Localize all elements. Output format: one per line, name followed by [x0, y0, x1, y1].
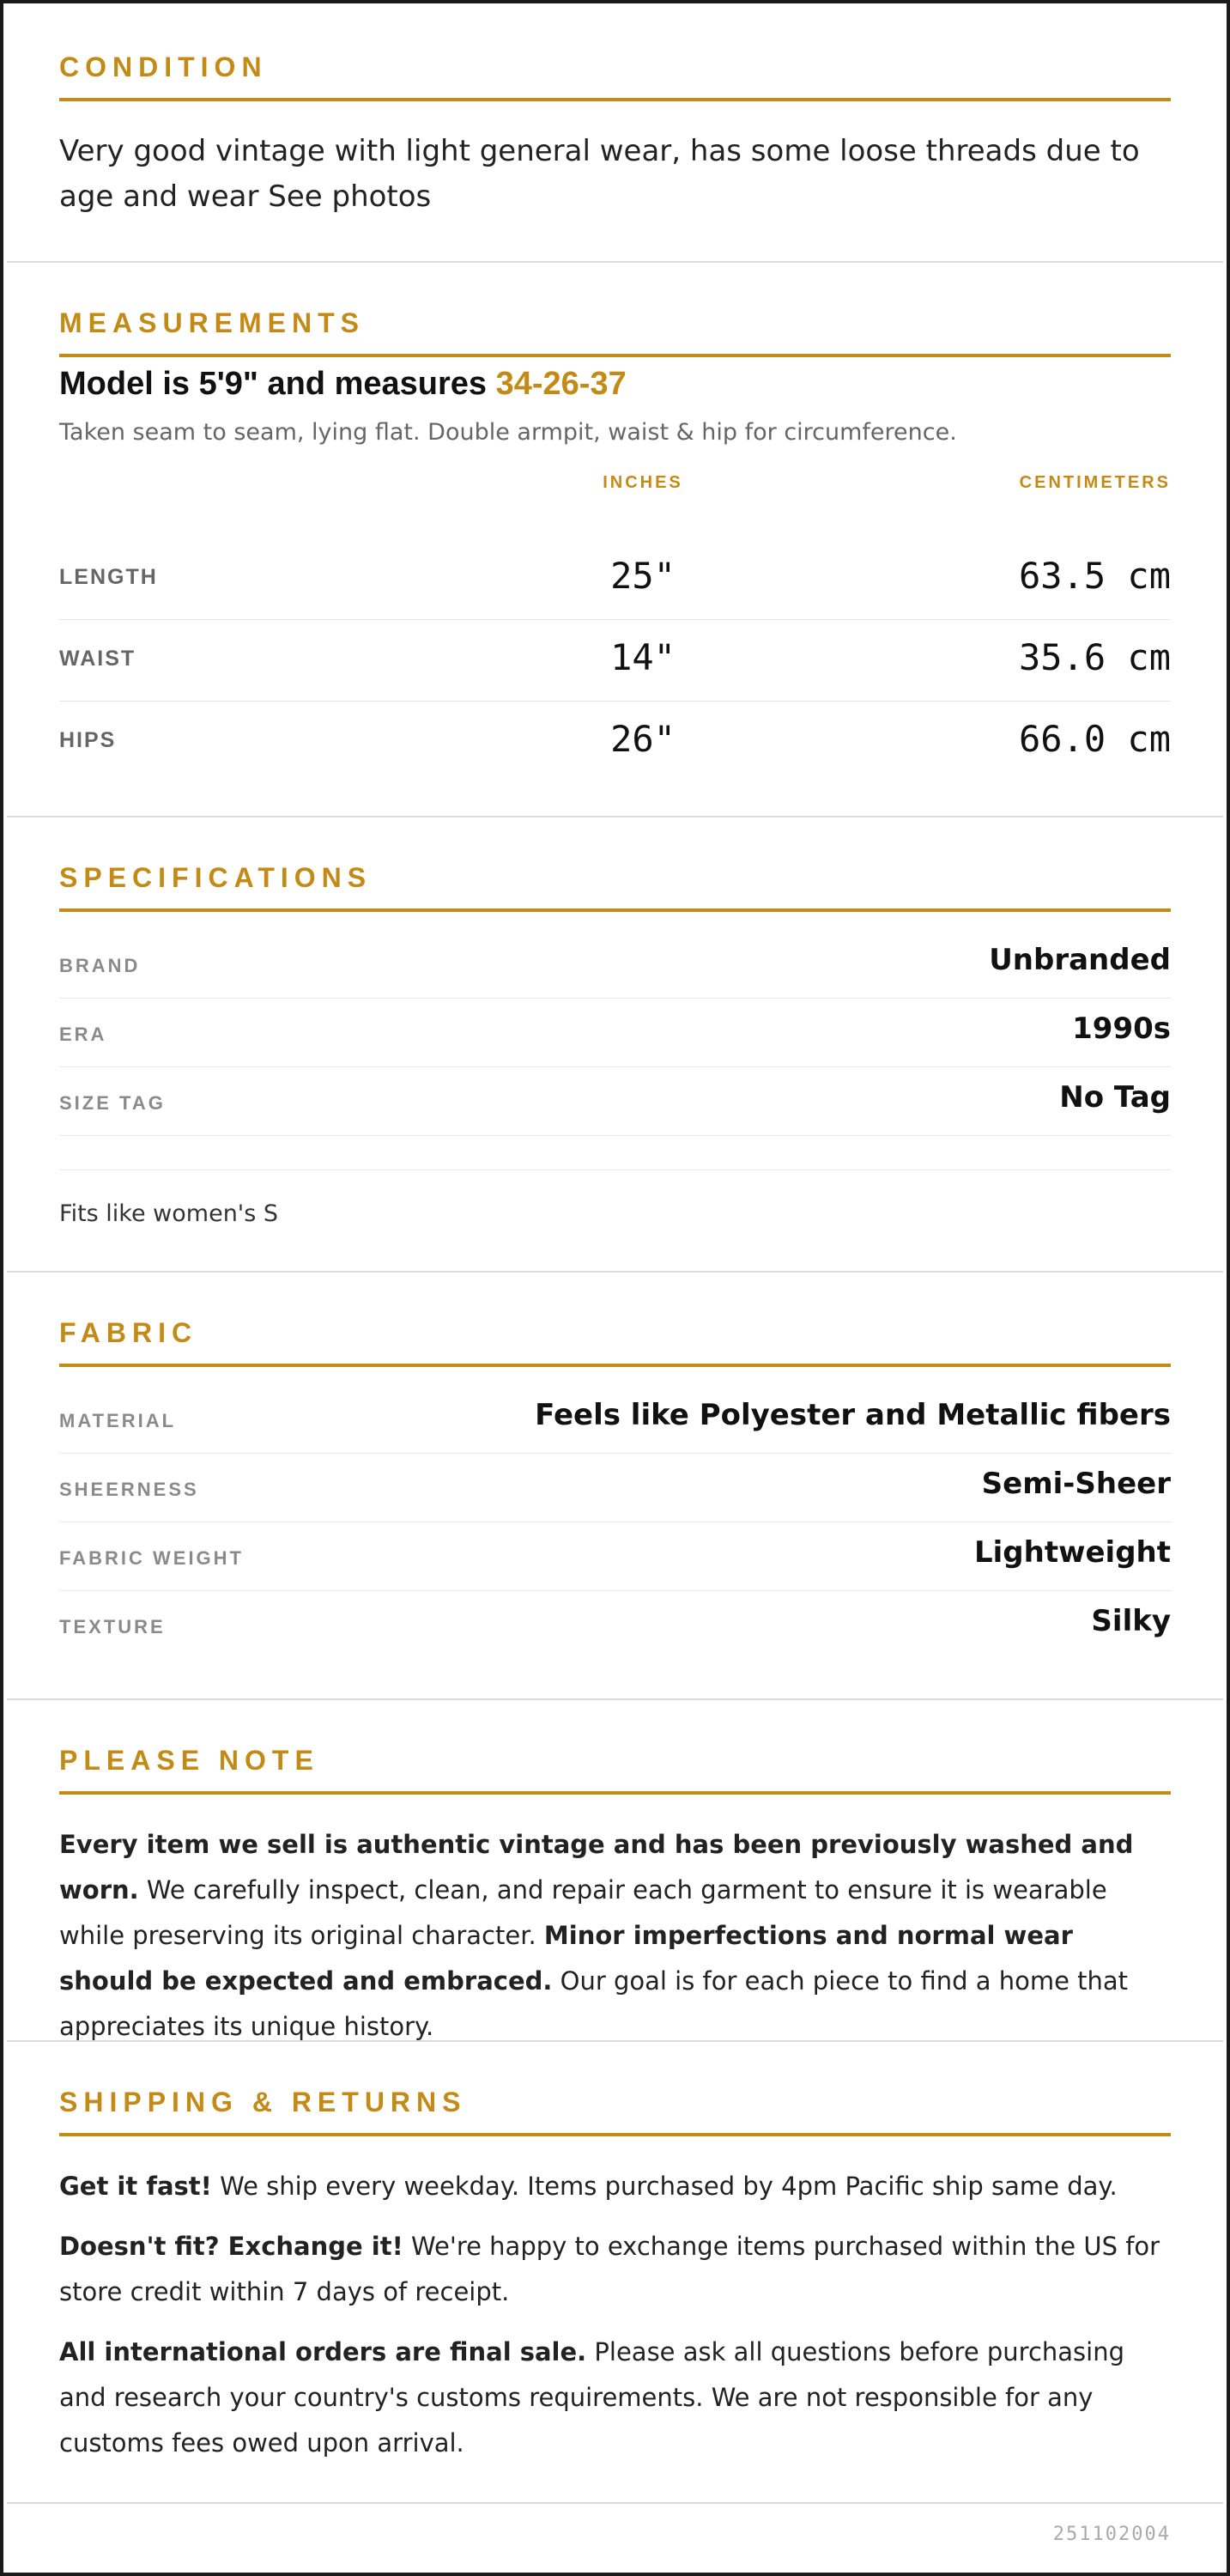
measurements-section: [7, 263, 1223, 817]
measurement-cm: 35.6 cm: [1018, 636, 1171, 678]
spec-value: 1990s: [1072, 1012, 1171, 1046]
note-bold-2: Minor imperfections and normal wear should be expected and embraced.: [59, 1921, 1073, 1996]
shipping-bold-2: Doesn't fit? Exchange it!: [59, 2232, 403, 2261]
spec-value: Unbranded: [989, 943, 1171, 977]
measurement-row-length: [59, 538, 1171, 620]
shipping-text-1: We ship every weekday. Items purchased by 4pm Pacific ship same day.: [211, 2172, 1118, 2201]
measurement-inches: 25": [610, 555, 676, 597]
please-note-text: [59, 1822, 1171, 2050]
measurement-cm: 66.0 cm: [1018, 718, 1171, 760]
measurement-inches: 26": [610, 718, 676, 760]
please-note-section: [7, 1700, 1223, 2042]
measurement-row-hips: [59, 701, 1171, 782]
measurement-label: HIPS: [59, 728, 117, 752]
spec-row-era: [59, 998, 1171, 1067]
model-measurements: 34-26-37: [495, 366, 627, 402]
fabric-label: SHEERNESS: [59, 1479, 199, 1500]
spec-row-brand: [59, 929, 1171, 999]
fabric-heading: FABRIC: [59, 1307, 1171, 1367]
measurement-label: WAIST: [59, 647, 136, 671]
spec-label: SIZE TAG: [59, 1092, 166, 1114]
fit-note: Fits like women's S: [59, 1200, 279, 1227]
fabric-row-material: [59, 1384, 1171, 1454]
please-note-heading: PLEASE NOTE: [59, 1735, 1171, 1795]
measurement-inches: 14": [610, 636, 676, 678]
fabric-label: FABRIC WEIGHT: [59, 1547, 244, 1569]
model-prefix: Model is 5'9" and measures: [59, 366, 496, 402]
shipping-paragraph-3: [59, 2330, 1171, 2466]
fabric-section: [7, 1273, 1223, 1700]
model-info: [59, 366, 627, 403]
fabric-value: Silky: [1091, 1604, 1171, 1638]
fabric-value: Semi-Sheer: [981, 1467, 1171, 1501]
shipping-section: [7, 2042, 1223, 2504]
measurement-row-waist: [59, 619, 1171, 702]
condition-section: [7, 3, 1223, 263]
measurement-label: LENGTH: [59, 565, 158, 589]
spec-value: No Tag: [1059, 1080, 1171, 1115]
shipping-bold-3: All international orders are final sale.: [59, 2337, 587, 2366]
fabric-label: MATERIAL: [59, 1410, 177, 1431]
spec-label: ERA: [59, 1024, 107, 1045]
note-text-2: Our goal is for each piece to find a home that appreciates its unique history.: [59, 1966, 1129, 2041]
shipping-heading: SHIPPING & RETURNS: [59, 2076, 1171, 2136]
shipping-paragraph-2: [59, 2224, 1171, 2315]
fabric-row-sheerness: [59, 1453, 1171, 1522]
fabric-value: Feels like Polyester and Metallic fibers: [535, 1398, 1171, 1432]
specifications-section: [7, 817, 1223, 1273]
col-header-inches: INCHES: [603, 473, 683, 492]
col-header-centimeters: CENTIMETERS: [1019, 473, 1171, 492]
note-bold-1: Every item we sell is authentic vintage and has been previously washed and worn.: [59, 1830, 1134, 1905]
condition-heading: CONDITION: [59, 41, 1171, 101]
measurement-note: Taken seam to seam, lying flat. Double armpit, waist & hip for circumference.: [59, 419, 957, 446]
shipping-paragraph-1: [59, 2164, 1171, 2209]
item-code: 251102004: [1052, 2524, 1171, 2545]
shipping-text-3: Please ask all questions before purchasing and research your country's customs requirements. We are not responsible for any customs fees owed upon arrival.: [59, 2337, 1125, 2458]
fabric-label: TEXTURE: [59, 1616, 166, 1637]
fabric-row-weight: [59, 1522, 1171, 1591]
specifications-heading: SPECIFICATIONS: [59, 852, 1171, 912]
shipping-bold-1: Get it fast!: [59, 2172, 212, 2201]
note-text-1: We carefully inspect, clean, and repair each garment to ensure it is wearable while preserving its original character.: [59, 1875, 1107, 1950]
fabric-value: Lightweight: [973, 1535, 1171, 1570]
shipping-text-2: We're happy to exchange items purchased within the US for store credit within 7 days of receipt.: [59, 2232, 1160, 2306]
measurements-heading: MEASUREMENTS: [59, 297, 1171, 357]
spec-label: BRAND: [59, 955, 141, 976]
fabric-row-texture: [59, 1590, 1171, 1659]
condition-text: Very good vintage with light general wear, has some loose threads due to age and wear See photos: [59, 134, 1140, 214]
measurement-cm: 63.5 cm: [1018, 555, 1171, 597]
spec-row-size-tag: [59, 1066, 1171, 1136]
